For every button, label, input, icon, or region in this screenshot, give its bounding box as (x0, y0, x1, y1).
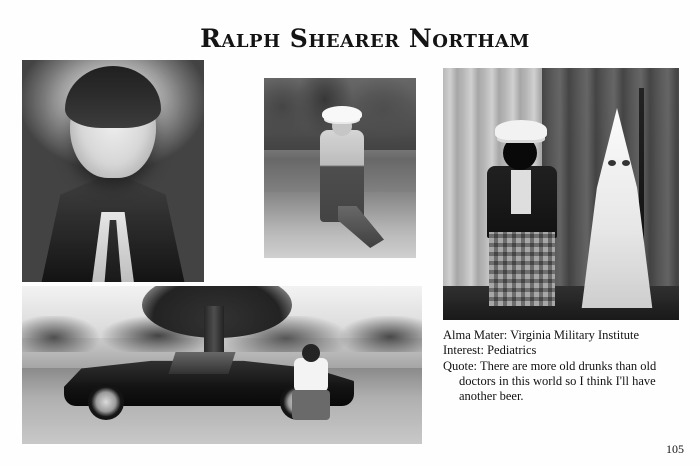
costume-right-eye-left (608, 160, 616, 166)
quote-text-line1: There are more old drunks than old (479, 358, 657, 373)
quote-label: Quote: (443, 358, 478, 373)
costume-figure-right (575, 108, 659, 308)
car-photo-person (290, 344, 330, 420)
cowboy-hat-photo (264, 78, 416, 258)
caption-block (443, 328, 685, 404)
interest-label: Interest: (443, 343, 484, 358)
costume-left-plaid-pants (489, 232, 555, 306)
portrait-photo (22, 60, 204, 282)
interest-line (443, 343, 685, 358)
alma-mater-value: Virginia Military Institute (510, 328, 639, 342)
cowboy-hat-icon (322, 106, 362, 122)
costume-right-eye-right (622, 160, 630, 166)
car-person-legs (292, 390, 330, 420)
quote-text-line2: doctors in this world so I think I'll have (459, 373, 656, 388)
quote-text-line3: another beer. (459, 389, 524, 403)
alma-mater-line (443, 328, 685, 343)
costume-left-face (503, 136, 537, 170)
alma-mater-label: Alma Mater: (443, 328, 508, 342)
car-windshield (168, 352, 235, 374)
portrait-hair (65, 66, 161, 128)
costume-left-hat (495, 120, 547, 140)
car-person-head (302, 344, 320, 362)
page-title: Ralph Shearer Northam (200, 24, 530, 53)
car-photo (22, 286, 422, 444)
car-person-torso (294, 358, 328, 392)
costume-figure-left (483, 120, 561, 306)
car-front-wheel (88, 384, 124, 420)
costume-left-shirt (511, 170, 531, 214)
interest-value: Pediatrics (487, 343, 537, 358)
costume-photo (443, 68, 679, 320)
page-number: 105 (666, 442, 684, 456)
costume-right-hood (575, 108, 659, 308)
quote-line (443, 359, 685, 405)
